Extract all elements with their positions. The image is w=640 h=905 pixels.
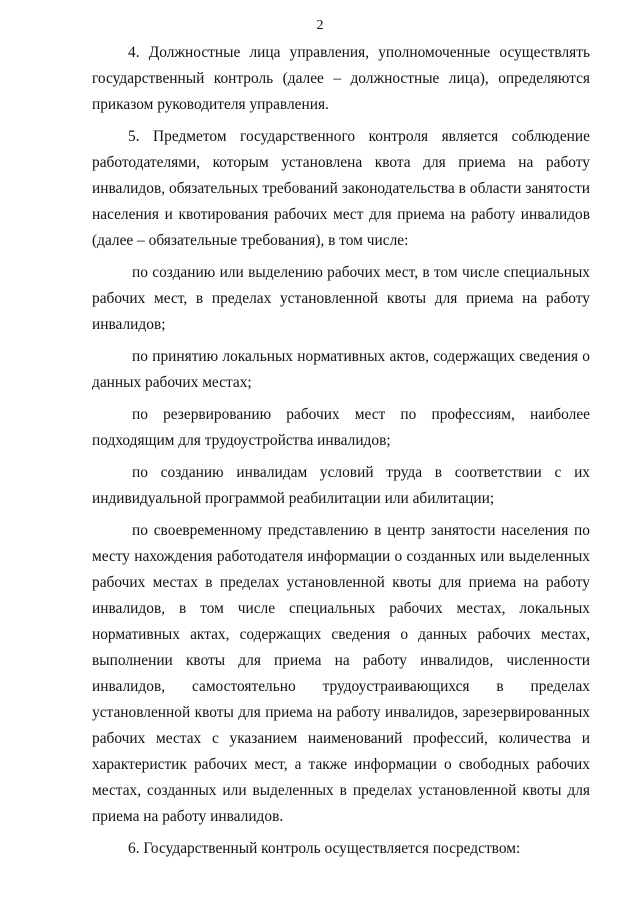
requirement-item-5: по своевременному представлению в центр занятости населения по месту нахождения работодателя информации о созданных или выделенных рабочих местах в пределах установленной квоты для приема на работу инвалидов, в том числе специальных рабочих местах, локальных нормативных актах, содержащих сведения о данных рабочих местах, выполнении квоты для приема на работу инвалидов, численности инвалидов, самостоятельно трудоустраивающихся в пределах установленной квоты для приема на работу инвалидов, зарезервированных рабочих местах с указанием наименований профессий, количества и характеристик рабочих мест, а также информации о свободных рабочих местах, созданных или выделенных в пределах установленной квоты для приема на работу инвалидов. [92,522,590,825]
requirement-item-2: по принятию локальных нормативных актов, содержащих сведения о данных рабочих местах; [92,348,590,391]
requirement-item-1: по созданию или выделению рабочих мест, в том числе специальных рабочих мест, в пределах установленной квоты для приема на работу инвалидов; [92,264,590,333]
requirement-item-4: по созданию инвалидам условий труда в соответствии с их индивидуальной программой реабилитации или абилитации; [92,464,590,507]
paragraph-5: 5. Предметом государственного контроля является соблюдение работодателями, которым установлена квота для приема на работу инвалидов, обязательных требований законодательства в области занятости населения и квотирования рабочих мест для приема на работу инвалидов (далее – обязательные требования), в том числе: [92,128,590,249]
requirement-item-3: по резервированию рабочих мест по профессиям, наиболее подходящим для трудоустройства инвалидов; [92,406,590,449]
paragraph-6: 6. Государственный контроль осуществляется посредством: [128,840,521,857]
page-number: 2 [316,18,324,33]
paragraph-4: 4. Должностные лица управления, уполномоченные осуществлять государственный контроль (далее – должностные лица), определяются приказом руководителя управления. [92,44,590,113]
document-body [92,40,590,862]
